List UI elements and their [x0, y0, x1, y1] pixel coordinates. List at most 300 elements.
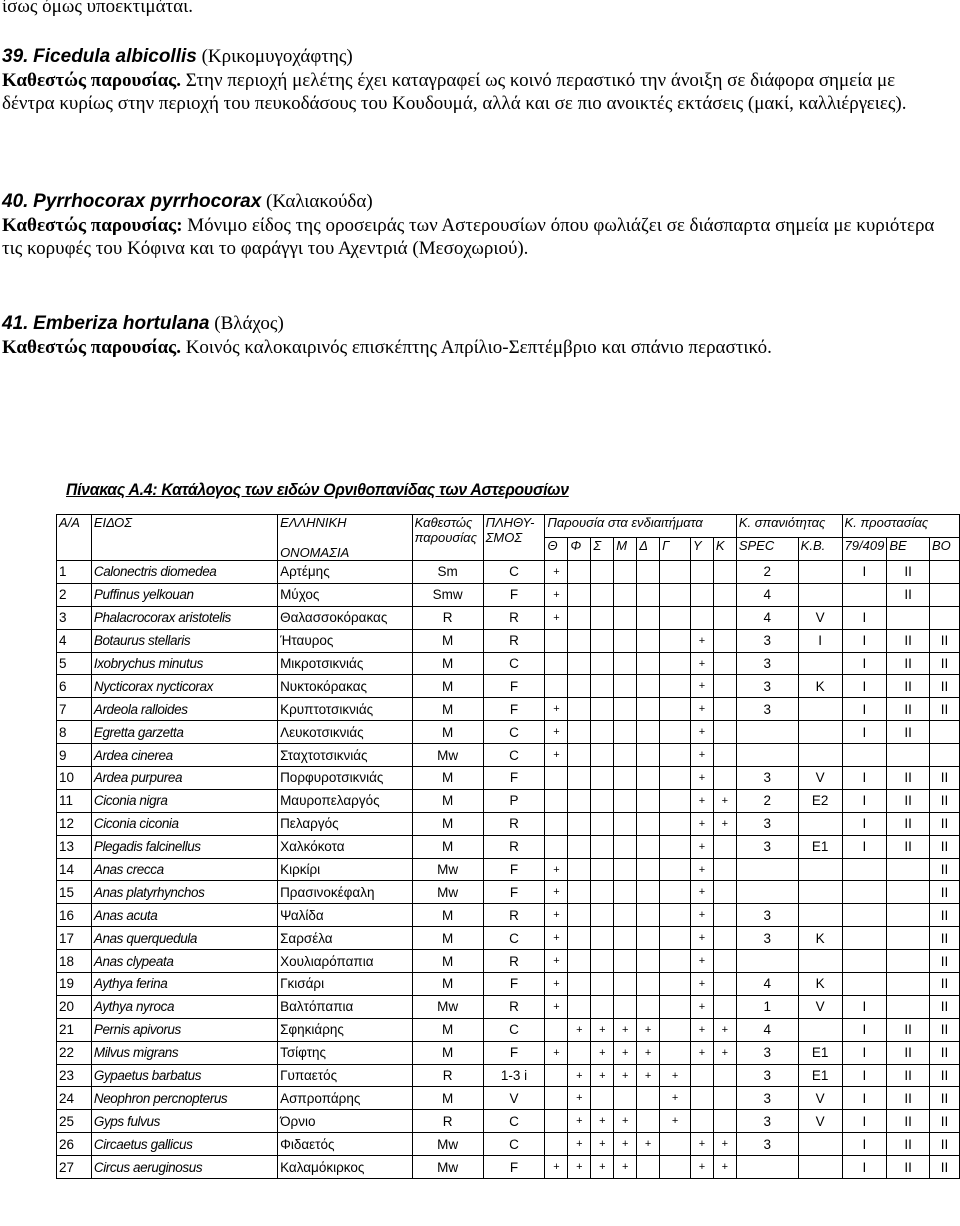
- row-number: 18: [57, 950, 92, 973]
- subheader-cell: Κ.Β.: [798, 538, 842, 561]
- subheader-cell: Υ: [690, 538, 713, 561]
- habitat-presence: [614, 652, 637, 675]
- habitat-presence: +: [713, 1018, 736, 1041]
- bern-value: II: [887, 812, 930, 835]
- scientific-name: Ciconia ciconia: [91, 812, 277, 835]
- habitat-presence: [591, 927, 614, 950]
- habitat-presence: [614, 927, 637, 950]
- greek-name: Κιρκίρι: [278, 858, 413, 881]
- spec-value: 3: [736, 629, 798, 652]
- bonn-value: II: [929, 1018, 959, 1041]
- habitat-presence: [660, 950, 691, 973]
- habitat-presence: [660, 927, 691, 950]
- habitat-presence: [637, 561, 660, 584]
- row-number: 27: [57, 1156, 92, 1179]
- status-label: Καθεστώς παρουσίας:: [2, 214, 183, 236]
- row-number: 15: [57, 881, 92, 904]
- table-row: [57, 1041, 960, 1064]
- species-number: 39.: [2, 46, 29, 67]
- habitat-presence: [545, 812, 568, 835]
- habitat-presence: [591, 812, 614, 835]
- directive-79-409: I: [842, 1018, 887, 1041]
- habitat-presence: +: [545, 1156, 568, 1179]
- habitat-presence: +: [568, 1133, 591, 1156]
- col-habitats: Παρουσία στα ενδιαιτήματα: [545, 515, 736, 538]
- table-row: [57, 583, 960, 606]
- table-row: [57, 973, 960, 996]
- species-common-name: (Βλάχος): [214, 313, 284, 334]
- row-number: 26: [57, 1133, 92, 1156]
- habitat-presence: [660, 721, 691, 744]
- habitat-presence: +: [690, 698, 713, 721]
- table-row: [57, 1018, 960, 1041]
- bern-value: II: [887, 698, 930, 721]
- habitat-presence: [545, 789, 568, 812]
- table-row: [57, 767, 960, 790]
- habitat-presence: [637, 812, 660, 835]
- habitat-presence: [713, 858, 736, 881]
- directive-79-409: I: [842, 721, 887, 744]
- table-row: [57, 1156, 960, 1179]
- habitat-presence: +: [545, 744, 568, 767]
- abundance-code: R: [483, 835, 545, 858]
- bonn-value: II: [929, 904, 959, 927]
- status-code: M: [412, 950, 483, 973]
- habitat-presence: [591, 561, 614, 584]
- row-number: 2: [57, 583, 92, 606]
- row-number: 12: [57, 812, 92, 835]
- habitat-presence: [713, 881, 736, 904]
- abundance-code: R: [483, 904, 545, 927]
- habitat-presence: [690, 1110, 713, 1133]
- habitat-presence: [614, 561, 637, 584]
- abundance-code: R: [483, 606, 545, 629]
- scientific-name: Egretta garzetta: [91, 721, 277, 744]
- greek-name: Ασπροπάρης: [278, 1087, 413, 1110]
- directive-79-409: I: [842, 561, 887, 584]
- habitat-presence: [660, 1041, 691, 1064]
- habitat-presence: +: [637, 1064, 660, 1087]
- table-row: [57, 652, 960, 675]
- spec-value: 2: [736, 789, 798, 812]
- habitat-presence: +: [568, 1018, 591, 1041]
- bonn-value: [929, 561, 959, 584]
- greek-name: Νυκτοκόρακας: [278, 675, 413, 698]
- status-code: M: [412, 1018, 483, 1041]
- bonn-value: II: [929, 973, 959, 996]
- habitat-presence: [545, 835, 568, 858]
- abundance-code: F: [483, 767, 545, 790]
- intro-tail: ίσως όμως υποεκτιμάται.: [2, 0, 193, 17]
- table-row: [57, 1087, 960, 1110]
- col-species: ΕΙΔΟΣ: [91, 515, 277, 561]
- bern-value: II: [887, 835, 930, 858]
- kb-value: K: [798, 675, 842, 698]
- row-number: 11: [57, 789, 92, 812]
- greek-name: Λευκοτσικνιάς: [278, 721, 413, 744]
- status-code: M: [412, 789, 483, 812]
- habitat-presence: [568, 767, 591, 790]
- bern-value: [887, 904, 930, 927]
- row-number: 1: [57, 561, 92, 584]
- habitat-presence: [713, 675, 736, 698]
- abundance-code: F: [483, 881, 545, 904]
- habitat-presence: [637, 789, 660, 812]
- directive-79-409: I: [842, 606, 887, 629]
- habitat-presence: [614, 606, 637, 629]
- col-abundance: ΠΛΗΘΥ- ΣΜΟΣ: [483, 515, 545, 561]
- habitat-presence: +: [568, 1156, 591, 1179]
- habitat-presence: [637, 583, 660, 606]
- habitat-presence: +: [545, 561, 568, 584]
- status-label: Καθεστώς παρουσίας.: [2, 336, 181, 358]
- habitat-presence: +: [690, 835, 713, 858]
- habitat-presence: +: [637, 1133, 660, 1156]
- habitat-presence: [637, 767, 660, 790]
- spec-value: 4: [736, 606, 798, 629]
- habitat-presence: [637, 698, 660, 721]
- directive-79-409: I: [842, 835, 887, 858]
- habitat-presence: [591, 652, 614, 675]
- spec-value: [736, 721, 798, 744]
- greek-name: Τσίφτης: [278, 1041, 413, 1064]
- greek-name: Χαλκόκοτα: [278, 835, 413, 858]
- row-number: 23: [57, 1064, 92, 1087]
- habitat-presence: [545, 1064, 568, 1087]
- row-number: 6: [57, 675, 92, 698]
- habitat-presence: +: [545, 858, 568, 881]
- habitat-presence: [690, 561, 713, 584]
- scientific-name: Anas clypeata: [91, 950, 277, 973]
- abundance-code: C: [483, 744, 545, 767]
- habitat-presence: [660, 675, 691, 698]
- bonn-value: [929, 606, 959, 629]
- kb-value: [798, 652, 842, 675]
- directive-79-409: I: [842, 675, 887, 698]
- greek-name: Πρασινοκέφαλη: [278, 881, 413, 904]
- status-code: M: [412, 835, 483, 858]
- habitat-presence: [660, 858, 691, 881]
- table-row: [57, 995, 960, 1018]
- habitat-presence: [713, 606, 736, 629]
- species-scientific-name: Pyrrhocorax pyrrhocorax: [33, 191, 262, 212]
- species-number: 40.: [2, 191, 29, 212]
- scientific-name: Anas platyrhynchos: [91, 881, 277, 904]
- habitat-presence: +: [690, 675, 713, 698]
- table-row: [57, 881, 960, 904]
- habitat-presence: +: [614, 1041, 637, 1064]
- habitat-presence: [568, 927, 591, 950]
- habitat-presence: +: [690, 789, 713, 812]
- habitat-presence: +: [660, 1087, 691, 1110]
- scientific-name: Ciconia nigra: [91, 789, 277, 812]
- habitat-presence: [591, 950, 614, 973]
- bern-value: II: [887, 1133, 930, 1156]
- habitat-presence: [637, 904, 660, 927]
- habitat-presence: +: [690, 973, 713, 996]
- bern-value: II: [887, 1110, 930, 1133]
- habitat-presence: [713, 950, 736, 973]
- bern-value: [887, 881, 930, 904]
- directive-79-409: I: [842, 1110, 887, 1133]
- bern-value: II: [887, 583, 930, 606]
- subheader-cell: Δ: [637, 538, 660, 561]
- habitat-presence: +: [690, 812, 713, 835]
- habitat-presence: [614, 583, 637, 606]
- habitat-presence: [545, 1133, 568, 1156]
- bern-value: [887, 927, 930, 950]
- species-scientific-name: Emberiza hortulana: [33, 313, 210, 334]
- habitat-presence: +: [713, 1156, 736, 1179]
- directive-79-409: [842, 881, 887, 904]
- habitat-presence: +: [545, 1041, 568, 1064]
- bern-value: [887, 973, 930, 996]
- bonn-value: [929, 721, 959, 744]
- habitat-presence: +: [591, 1041, 614, 1064]
- table-row: [57, 812, 960, 835]
- table-row: [57, 698, 960, 721]
- habitat-presence: [591, 675, 614, 698]
- table-row: [57, 606, 960, 629]
- spec-value: 4: [736, 583, 798, 606]
- habitat-presence: [660, 698, 691, 721]
- habitat-presence: [568, 583, 591, 606]
- row-number: 16: [57, 904, 92, 927]
- bonn-value: II: [929, 1064, 959, 1087]
- spec-value: [736, 744, 798, 767]
- directive-79-409: I: [842, 629, 887, 652]
- habitat-presence: [614, 1087, 637, 1110]
- bonn-value: II: [929, 950, 959, 973]
- habitat-presence: [545, 652, 568, 675]
- subheader-cell: 79/409: [842, 538, 887, 561]
- status-code: M: [412, 629, 483, 652]
- bonn-value: II: [929, 927, 959, 950]
- habitat-presence: +: [545, 904, 568, 927]
- greek-name: Βαλτόπαπια: [278, 995, 413, 1018]
- habitat-presence: [614, 995, 637, 1018]
- subheader-cell: BE: [887, 538, 930, 561]
- habitat-presence: +: [690, 1156, 713, 1179]
- habitat-presence: [660, 904, 691, 927]
- scientific-name: Gyps fulvus: [91, 1110, 277, 1133]
- spec-value: 3: [736, 675, 798, 698]
- bonn-value: II: [929, 1041, 959, 1064]
- habitat-presence: [614, 858, 637, 881]
- row-number: 20: [57, 995, 92, 1018]
- directive-79-409: I: [842, 698, 887, 721]
- bonn-value: II: [929, 1110, 959, 1133]
- status-code: Mw: [412, 858, 483, 881]
- habitat-presence: +: [545, 881, 568, 904]
- habitat-presence: +: [690, 652, 713, 675]
- habitat-presence: +: [591, 1064, 614, 1087]
- habitat-presence: [660, 767, 691, 790]
- habitat-presence: [614, 904, 637, 927]
- col-aa: Α/Α: [57, 515, 92, 561]
- status-code: M: [412, 812, 483, 835]
- directive-79-409: I: [842, 789, 887, 812]
- bern-value: II: [887, 629, 930, 652]
- habitat-presence: [637, 835, 660, 858]
- status-code: R: [412, 606, 483, 629]
- habitat-presence: [614, 812, 637, 835]
- bonn-value: II: [929, 1087, 959, 1110]
- greek-name: Ψαλίδα: [278, 904, 413, 927]
- subheader-cell: Μ: [614, 538, 637, 561]
- habitat-presence: [713, 583, 736, 606]
- status-code: M: [412, 1041, 483, 1064]
- habitat-presence: [660, 835, 691, 858]
- kb-value: [798, 904, 842, 927]
- directive-79-409: I: [842, 652, 887, 675]
- greek-name: Γυπαετός: [278, 1064, 413, 1087]
- habitat-presence: +: [568, 1064, 591, 1087]
- status-text: Στην περιοχή μελέτης έχει καταγραφεί ως κοινό περαστικό την άνοιξη σε διάφορα σημεία με δέντρα κυρίως στην περιοχή του πευκοδάσους του Κουδουμά, αλλά και σε πιο ανοικτές εκτάσεις (μακί, καλλιέργειες).: [2, 69, 907, 114]
- habitat-presence: [690, 1064, 713, 1087]
- greek-name: Σφηκιάρης: [278, 1018, 413, 1041]
- habitat-presence: [637, 995, 660, 1018]
- abundance-code: C: [483, 561, 545, 584]
- habitat-presence: [591, 881, 614, 904]
- habitat-presence: [637, 629, 660, 652]
- habitat-presence: +: [568, 1110, 591, 1133]
- habitat-presence: [637, 744, 660, 767]
- habitat-presence: [637, 1087, 660, 1110]
- habitat-presence: [545, 1110, 568, 1133]
- scientific-name: Puffinus yelkouan: [91, 583, 277, 606]
- habitat-presence: [568, 789, 591, 812]
- habitat-presence: [660, 629, 691, 652]
- bern-value: II: [887, 1156, 930, 1179]
- row-number: 4: [57, 629, 92, 652]
- habitat-presence: +: [591, 1133, 614, 1156]
- spec-value: 3: [736, 1087, 798, 1110]
- greek-name: Μαυροπελαργός: [278, 789, 413, 812]
- row-number: 25: [57, 1110, 92, 1133]
- status-code: Smw: [412, 583, 483, 606]
- scientific-name: Ardeola ralloides: [91, 698, 277, 721]
- directive-79-409: [842, 583, 887, 606]
- spec-value: 4: [736, 1018, 798, 1041]
- kb-value: K: [798, 927, 842, 950]
- habitat-presence: +: [713, 789, 736, 812]
- row-number: 8: [57, 721, 92, 744]
- scientific-name: Botaurus stellaris: [91, 629, 277, 652]
- bonn-value: II: [929, 881, 959, 904]
- greek-name: Μικροτσικνιάς: [278, 652, 413, 675]
- habitat-presence: [614, 629, 637, 652]
- habitat-presence: +: [690, 950, 713, 973]
- habitat-presence: +: [690, 744, 713, 767]
- col-rarity: Κ. σπανιότητας: [736, 515, 842, 538]
- table-row: [57, 835, 960, 858]
- greek-name: Σαρσέλα: [278, 927, 413, 950]
- directive-79-409: I: [842, 995, 887, 1018]
- kb-value: [798, 1156, 842, 1179]
- habitat-presence: [545, 1018, 568, 1041]
- row-number: 17: [57, 927, 92, 950]
- col-greek-name: ΕΛΛΗΝΙΚΗ ΟΝΟΜΑΣΙΑ: [278, 515, 413, 561]
- status-code: Mw: [412, 1156, 483, 1179]
- row-number: 21: [57, 1018, 92, 1041]
- abundance-code: R: [483, 629, 545, 652]
- habitat-presence: +: [614, 1064, 637, 1087]
- subheader-cell: Φ: [568, 538, 591, 561]
- abundance-code: F: [483, 1156, 545, 1179]
- directive-79-409: [842, 858, 887, 881]
- abundance-code: F: [483, 675, 545, 698]
- species-entry-39: [2, 45, 952, 116]
- habitat-presence: [637, 1156, 660, 1179]
- spec-value: 3: [736, 652, 798, 675]
- spec-value: 3: [736, 927, 798, 950]
- habitat-presence: +: [690, 881, 713, 904]
- bonn-value: II: [929, 858, 959, 881]
- table-row: [57, 629, 960, 652]
- bonn-value: II: [929, 652, 959, 675]
- habitat-presence: [614, 675, 637, 698]
- row-number: 14: [57, 858, 92, 881]
- habitat-presence: +: [545, 927, 568, 950]
- habitat-presence: [660, 652, 691, 675]
- directive-79-409: I: [842, 812, 887, 835]
- status-code: M: [412, 652, 483, 675]
- habitat-presence: [568, 995, 591, 1018]
- directive-79-409: I: [842, 1156, 887, 1179]
- abundance-code: P: [483, 789, 545, 812]
- subheader-cell: BO: [929, 538, 959, 561]
- status-code: Mw: [412, 995, 483, 1018]
- habitat-presence: [637, 606, 660, 629]
- habitat-presence: [614, 767, 637, 790]
- status-text: Μόνιμο είδος της οροσειράς των Αστερουσίων όπου φωλιάζει σε διάσπαρτα σημεία με κυριότερα τις κορυφές του Κόφινα και το φαράγγι του Αχεντριά (Μεσοχωριού).: [2, 214, 935, 259]
- row-number: 22: [57, 1041, 92, 1064]
- habitat-presence: [614, 835, 637, 858]
- scientific-name: Aythya nyroca: [91, 995, 277, 1018]
- habitat-presence: [637, 721, 660, 744]
- habitat-presence: [568, 950, 591, 973]
- bonn-value: II: [929, 629, 959, 652]
- status-code: Mw: [412, 744, 483, 767]
- habitat-presence: [568, 629, 591, 652]
- directive-79-409: [842, 744, 887, 767]
- habitat-presence: +: [637, 1041, 660, 1064]
- table-row: [57, 904, 960, 927]
- species-common-name: (Κρικομυγοχάφτης): [201, 46, 353, 67]
- directive-79-409: I: [842, 1041, 887, 1064]
- habitat-presence: [660, 881, 691, 904]
- bern-value: [887, 995, 930, 1018]
- habitat-presence: [545, 767, 568, 790]
- habitat-presence: [591, 904, 614, 927]
- habitat-presence: [713, 652, 736, 675]
- habitat-presence: +: [690, 904, 713, 927]
- spec-value: 3: [736, 698, 798, 721]
- scientific-name: Milvus migrans: [91, 1041, 277, 1064]
- col-protection: Κ. προστασίας: [842, 515, 959, 538]
- habitat-presence: [568, 858, 591, 881]
- habitat-presence: [637, 652, 660, 675]
- spec-value: [736, 881, 798, 904]
- row-number: 7: [57, 698, 92, 721]
- status-code: Mw: [412, 881, 483, 904]
- status-code: M: [412, 767, 483, 790]
- habitat-presence: [713, 721, 736, 744]
- habitat-presence: [614, 950, 637, 973]
- scientific-name: Nycticorax nycticorax: [91, 675, 277, 698]
- table-row: [57, 950, 960, 973]
